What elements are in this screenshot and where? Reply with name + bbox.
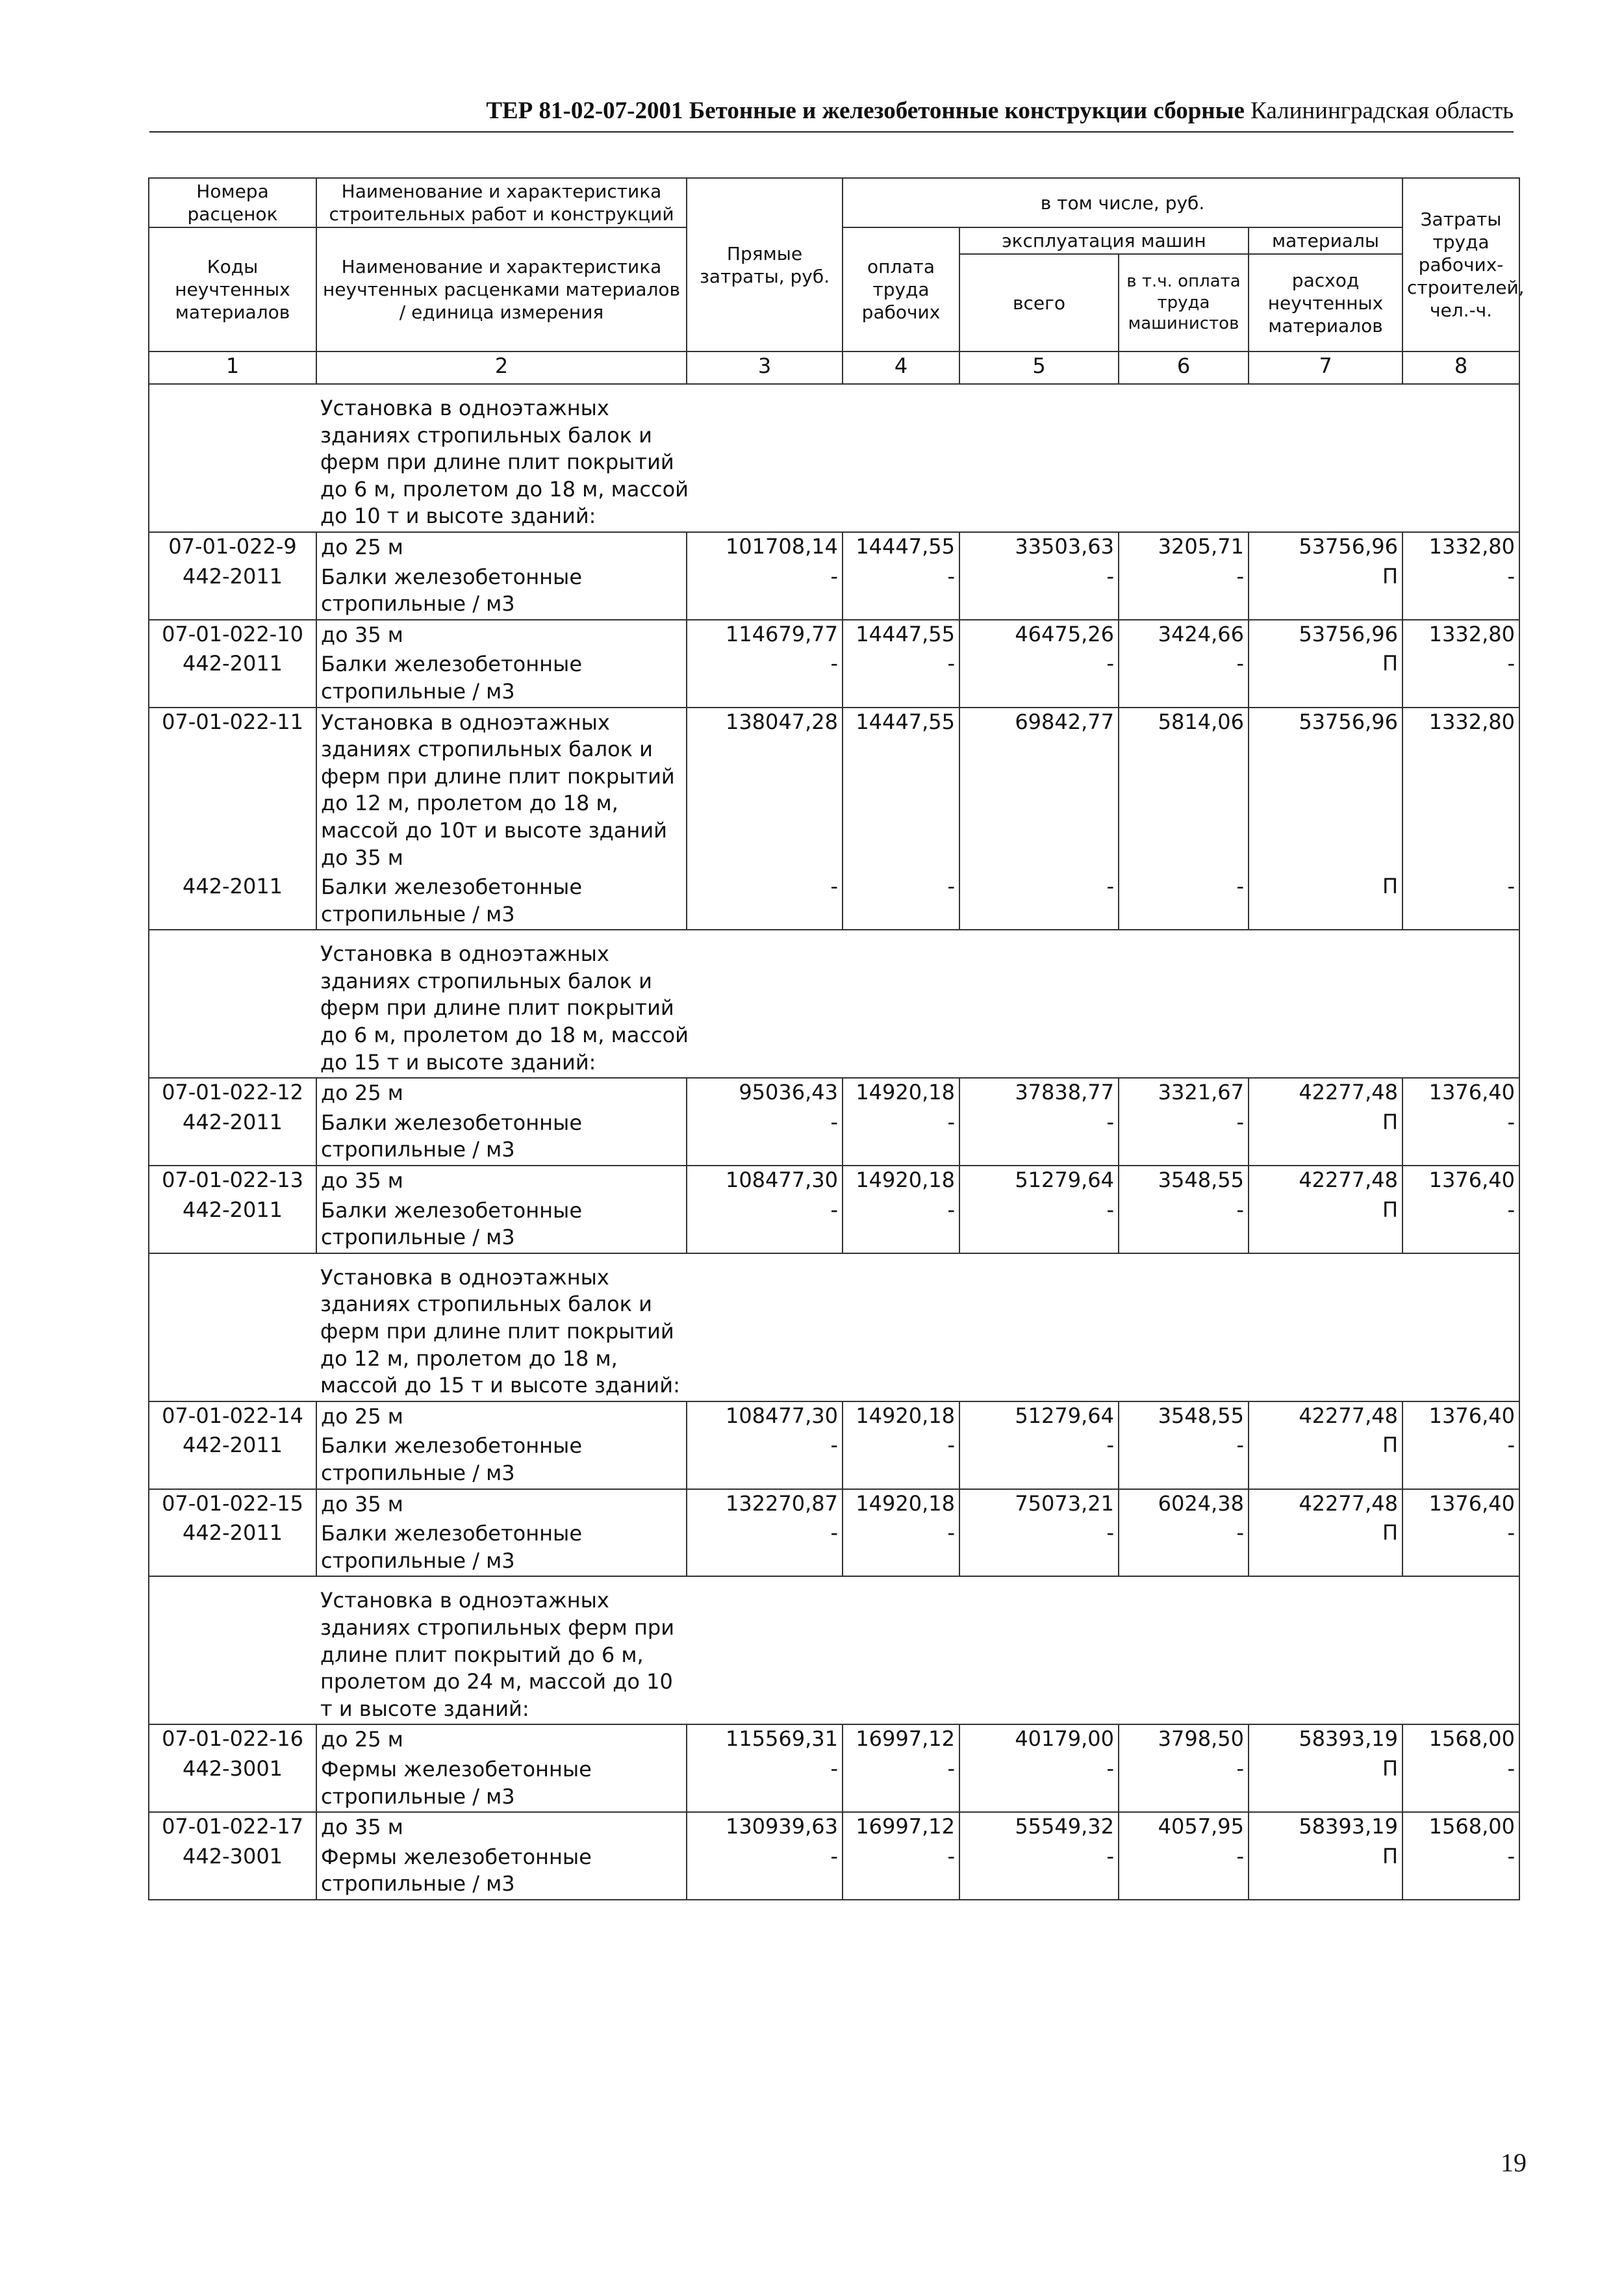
table-row	[149, 620, 1519, 650]
rate-code: 07-01-022-10	[149, 620, 316, 650]
table-row	[149, 1166, 1519, 1196]
resource-direct: -	[687, 563, 843, 620]
group-heading-row	[149, 1253, 1519, 1401]
machinists-pay: 4057,95	[1119, 1812, 1249, 1843]
resource-code: 442-2011	[149, 873, 316, 930]
labor-hours: 1332,80	[1402, 532, 1519, 563]
rate-name: до 35 м	[316, 1812, 687, 1843]
region-name: Калининградская область	[1250, 97, 1514, 124]
table-row-resource	[149, 1431, 1519, 1488]
rate-name: до 35 м	[316, 620, 687, 650]
machinists-pay: 3798,50	[1119, 1724, 1249, 1755]
machines-total: 40179,00	[959, 1724, 1119, 1755]
page-header	[149, 91, 1514, 133]
group-title	[316, 1576, 1519, 1724]
resource-hours: -	[1402, 563, 1519, 620]
header-labor-pay: оплата труда рабочих	[843, 227, 959, 351]
resource-code: 442-2011	[149, 1519, 316, 1576]
resource-labor: -	[843, 563, 959, 620]
resource-name: Балки железобетонные стропильные / м3	[316, 873, 687, 930]
materials-cost: 58393,19	[1249, 1812, 1402, 1843]
resource-labor: -	[843, 650, 959, 707]
resource-name: Балки железобетонные стропильные / м3	[316, 1431, 687, 1488]
resource-name: Балки железобетонные стропильные / м3	[316, 563, 687, 620]
direct-costs: 138047,28	[687, 708, 843, 873]
header-materials-consumption: расход неучтенных материалов	[1249, 254, 1402, 351]
resource-code: 442-3001	[149, 1755, 316, 1812]
labor-pay: 14920,18	[843, 1166, 959, 1196]
resource-direct: -	[687, 1843, 843, 1900]
rate-code: 07-01-022-11	[149, 708, 316, 873]
column-number: 3	[687, 351, 843, 384]
column-number: 8	[1402, 351, 1519, 384]
resource-materials: П	[1249, 1196, 1402, 1253]
machinists-pay: 6024,38	[1119, 1489, 1249, 1520]
resource-name: Фермы железобетонные стропильные / м3	[316, 1843, 687, 1900]
group-spacer	[149, 930, 316, 1078]
resource-direct: -	[687, 650, 843, 707]
rate-name: до 35 м	[316, 1166, 687, 1196]
resource-labor: -	[843, 1755, 959, 1812]
resource-machinists: -	[1119, 1431, 1249, 1488]
rate-name: до 35 м	[316, 1489, 687, 1520]
resource-machines: -	[959, 873, 1119, 930]
group-title-text: Установка в одноэтажных зданиях стропильных ферм при длине плит покрытий до 6 м, пролетом до 24 м, массой до 10 т и высоте зданий:	[320, 1588, 674, 1721]
table-row	[149, 1812, 1519, 1843]
resource-code: 442-2011	[149, 1431, 316, 1488]
resource-name: Балки железобетонные стропильные / м3	[316, 1519, 687, 1576]
rate-code: 07-01-022-12	[149, 1078, 316, 1108]
resource-direct: -	[687, 1755, 843, 1812]
resource-materials: П	[1249, 873, 1402, 930]
resource-machinists: -	[1119, 650, 1249, 707]
machinists-pay: 3321,67	[1119, 1078, 1249, 1108]
resource-materials: П	[1249, 650, 1402, 707]
table-row	[149, 708, 1519, 873]
labor-hours: 1568,00	[1402, 1812, 1519, 1843]
resource-machines: -	[959, 1108, 1119, 1166]
resource-code: 442-3001	[149, 1843, 316, 1900]
machinists-pay: 3424,66	[1119, 620, 1249, 650]
materials-cost: 53756,96	[1249, 708, 1402, 873]
table-row-resource	[149, 1108, 1519, 1166]
machines-total: 51279,64	[959, 1166, 1119, 1196]
header-materials: материалы	[1249, 227, 1402, 254]
header-machinists-pay: в т.ч. оплата труда машинистов	[1119, 254, 1249, 351]
table-row-resource	[149, 873, 1519, 930]
resource-machines: -	[959, 1431, 1119, 1488]
resource-hours: -	[1402, 873, 1519, 930]
machines-total: 33503,63	[959, 532, 1119, 563]
group-heading-row	[149, 930, 1519, 1078]
resource-code: 442-2011	[149, 1108, 316, 1166]
column-number: 2	[316, 351, 687, 384]
rate-name: до 25 м	[316, 1724, 687, 1755]
machines-total: 51279,64	[959, 1401, 1119, 1432]
resource-name: Фермы железобетонные стропильные / м3	[316, 1755, 687, 1812]
resource-machinists: -	[1119, 563, 1249, 620]
rate-name: до 25 м	[316, 1401, 687, 1432]
resource-hours: -	[1402, 1108, 1519, 1166]
materials-cost: 58393,19	[1249, 1724, 1402, 1755]
materials-cost: 42277,48	[1249, 1166, 1402, 1196]
machines-total: 46475,26	[959, 620, 1119, 650]
table-row-resource	[149, 1196, 1519, 1253]
rate-code: 07-01-022-17	[149, 1812, 316, 1843]
labor-hours: 1376,40	[1402, 1166, 1519, 1196]
labor-pay: 16997,12	[843, 1724, 959, 1755]
labor-pay: 14920,18	[843, 1401, 959, 1432]
machinists-pay: 3548,55	[1119, 1401, 1249, 1432]
resource-machinists: -	[1119, 1843, 1249, 1900]
machines-total: 75073,21	[959, 1489, 1119, 1520]
resource-code: 442-2011	[149, 650, 316, 707]
labor-hours: 1332,80	[1402, 620, 1519, 650]
resource-labor: -	[843, 1843, 959, 1900]
resource-materials: П	[1249, 1843, 1402, 1900]
direct-costs: 130939,63	[687, 1812, 843, 1843]
header-rate-numbers: Номера расценок	[149, 178, 316, 227]
resource-code: 442-2011	[149, 1196, 316, 1253]
machinists-pay: 3205,71	[1119, 532, 1249, 563]
group-title	[316, 384, 1519, 532]
resource-machinists: -	[1119, 1755, 1249, 1812]
materials-cost: 53756,96	[1249, 620, 1402, 650]
direct-costs: 108477,30	[687, 1401, 843, 1432]
resource-hours: -	[1402, 1196, 1519, 1253]
document-title: Бетонные и железобетонные конструкции сборные	[689, 97, 1245, 124]
table-row-resource	[149, 650, 1519, 707]
labor-hours: 1376,40	[1402, 1489, 1519, 1520]
column-number: 6	[1119, 351, 1249, 384]
rate-name: Установка в одноэтажных зданиях стропильных балок и ферм при длине плит покрытий до 12 м, пролетом до 18 м, массой до 10т и высоте зданий до 35 м	[316, 708, 687, 873]
machines-total: 55549,32	[959, 1812, 1119, 1843]
group-spacer	[149, 1576, 316, 1724]
resource-direct: -	[687, 873, 843, 930]
header-direct-costs: Прямые затраты, руб.	[687, 178, 843, 351]
header-machines-total: всего	[959, 254, 1119, 351]
labor-hours: 1332,80	[1402, 708, 1519, 873]
group-title-text: Установка в одноэтажных зданиях стропильных балок и ферм при длине плит покрытий до 6 м, пролетом до 18 м, массой до 10 т и высоте зданий:	[320, 396, 689, 529]
labor-pay: 14447,55	[843, 620, 959, 650]
resource-hours: -	[1402, 1431, 1519, 1488]
table-row-resource	[149, 1755, 1519, 1812]
labor-hours: 1376,40	[1402, 1078, 1519, 1108]
table-row	[149, 1078, 1519, 1108]
resource-materials: П	[1249, 1519, 1402, 1576]
resource-materials: П	[1249, 1755, 1402, 1812]
labor-pay: 14920,18	[843, 1078, 959, 1108]
machinists-pay: 5814,06	[1119, 708, 1249, 873]
resource-name: Балки железобетонные стропильные / м3	[316, 1108, 687, 1166]
resource-machines: -	[959, 1843, 1119, 1900]
table-row	[149, 1401, 1519, 1432]
labor-pay: 14447,55	[843, 532, 959, 563]
labor-pay: 16997,12	[843, 1812, 959, 1843]
rate-name: до 25 м	[316, 532, 687, 563]
resource-labor: -	[843, 1431, 959, 1488]
resource-machines: -	[959, 563, 1119, 620]
table-body	[149, 384, 1519, 1900]
resource-machinists: -	[1119, 1108, 1249, 1166]
direct-costs: 114679,77	[687, 620, 843, 650]
header-labor-hours: Затраты труда рабочих-строителей, чел.-ч.	[1402, 178, 1519, 351]
direct-costs: 101708,14	[687, 532, 843, 563]
resource-direct: -	[687, 1108, 843, 1166]
resource-materials: П	[1249, 1431, 1402, 1488]
header-material-codes: Коды неучтенных материалов	[149, 227, 316, 351]
rate-code: 07-01-022-14	[149, 1401, 316, 1432]
header-work-name: Наименование и характеристика строительных работ и конструкций	[316, 178, 687, 227]
column-number: 1	[149, 351, 316, 384]
labor-pay: 14447,55	[843, 708, 959, 873]
table-row	[149, 532, 1519, 563]
resource-machinists: -	[1119, 1196, 1249, 1253]
resource-machines: -	[959, 650, 1119, 707]
rate-name: до 25 м	[316, 1078, 687, 1108]
resource-hours: -	[1402, 650, 1519, 707]
header-including: в том числе, руб.	[843, 178, 1402, 227]
resource-machinists: -	[1119, 1519, 1249, 1576]
group-spacer	[149, 384, 316, 532]
materials-cost: 53756,96	[1249, 532, 1402, 563]
column-numbers-row	[149, 351, 1519, 384]
resource-direct: -	[687, 1519, 843, 1576]
direct-costs: 115569,31	[687, 1724, 843, 1755]
machines-total: 69842,77	[959, 708, 1119, 873]
resource-machines: -	[959, 1755, 1119, 1812]
resource-labor: -	[843, 873, 959, 930]
direct-costs: 108477,30	[687, 1166, 843, 1196]
materials-cost: 42277,48	[1249, 1078, 1402, 1108]
resource-machines: -	[959, 1196, 1119, 1253]
group-title	[316, 1253, 1519, 1401]
resource-name: Балки железобетонные стропильные / м3	[316, 1196, 687, 1253]
document-code: ТЕР 81-02-07-2001	[486, 97, 683, 124]
resource-machines: -	[959, 1519, 1119, 1576]
page-number: 19	[1501, 2148, 1527, 2177]
resource-labor: -	[843, 1108, 959, 1166]
resource-labor: -	[843, 1519, 959, 1576]
table-row	[149, 1724, 1519, 1755]
column-number: 5	[959, 351, 1119, 384]
labor-hours: 1568,00	[1402, 1724, 1519, 1755]
machinists-pay: 3548,55	[1119, 1166, 1249, 1196]
resource-labor: -	[843, 1196, 959, 1253]
rate-code: 07-01-022-9	[149, 532, 316, 563]
rates-table	[148, 177, 1525, 1900]
resource-hours: -	[1402, 1519, 1519, 1576]
resource-name: Балки железобетонные стропильные / м3	[316, 650, 687, 707]
rate-code: 07-01-022-13	[149, 1166, 316, 1196]
column-number: 4	[843, 351, 959, 384]
resource-direct: -	[687, 1196, 843, 1253]
table-row-resource	[149, 1519, 1519, 1576]
materials-cost: 42277,48	[1249, 1401, 1402, 1432]
group-heading-row	[149, 384, 1519, 532]
group-spacer	[149, 1253, 316, 1401]
direct-costs: 95036,43	[687, 1078, 843, 1108]
header-machines: эксплуатация машин	[959, 227, 1249, 254]
rate-code: 07-01-022-15	[149, 1489, 316, 1520]
resource-hours: -	[1402, 1755, 1519, 1812]
header-material-name: Наименование и характеристика неучтенных расценками материалов / единица измерения	[316, 227, 687, 351]
resource-materials: П	[1249, 1108, 1402, 1166]
materials-cost: 42277,48	[1249, 1489, 1402, 1520]
direct-costs: 132270,87	[687, 1489, 843, 1520]
labor-hours: 1376,40	[1402, 1401, 1519, 1432]
rate-code: 07-01-022-16	[149, 1724, 316, 1755]
resource-machinists: -	[1119, 873, 1249, 930]
machines-total: 37838,77	[959, 1078, 1119, 1108]
resource-code: 442-2011	[149, 563, 316, 620]
table-row-resource	[149, 563, 1519, 620]
group-title-text: Установка в одноэтажных зданиях стропильных балок и ферм при длине плит покрытий до 6 м, пролетом до 18 м, массой до 15 т и высоте зданий:	[320, 941, 689, 1075]
group-title	[316, 930, 1519, 1078]
table-row-resource	[149, 1843, 1519, 1900]
group-title-text: Установка в одноэтажных зданиях стропильных балок и ферм при длине плит покрытий до 12 м, пролетом до 18 м, массой до 15 т и высоте зданий:	[320, 1264, 680, 1398]
resource-direct: -	[687, 1431, 843, 1488]
table-row	[149, 1489, 1519, 1520]
labor-pay: 14920,18	[843, 1489, 959, 1520]
column-number: 7	[1249, 351, 1402, 384]
resource-materials: П	[1249, 563, 1402, 620]
group-heading-row	[149, 1576, 1519, 1724]
resource-hours: -	[1402, 1843, 1519, 1900]
